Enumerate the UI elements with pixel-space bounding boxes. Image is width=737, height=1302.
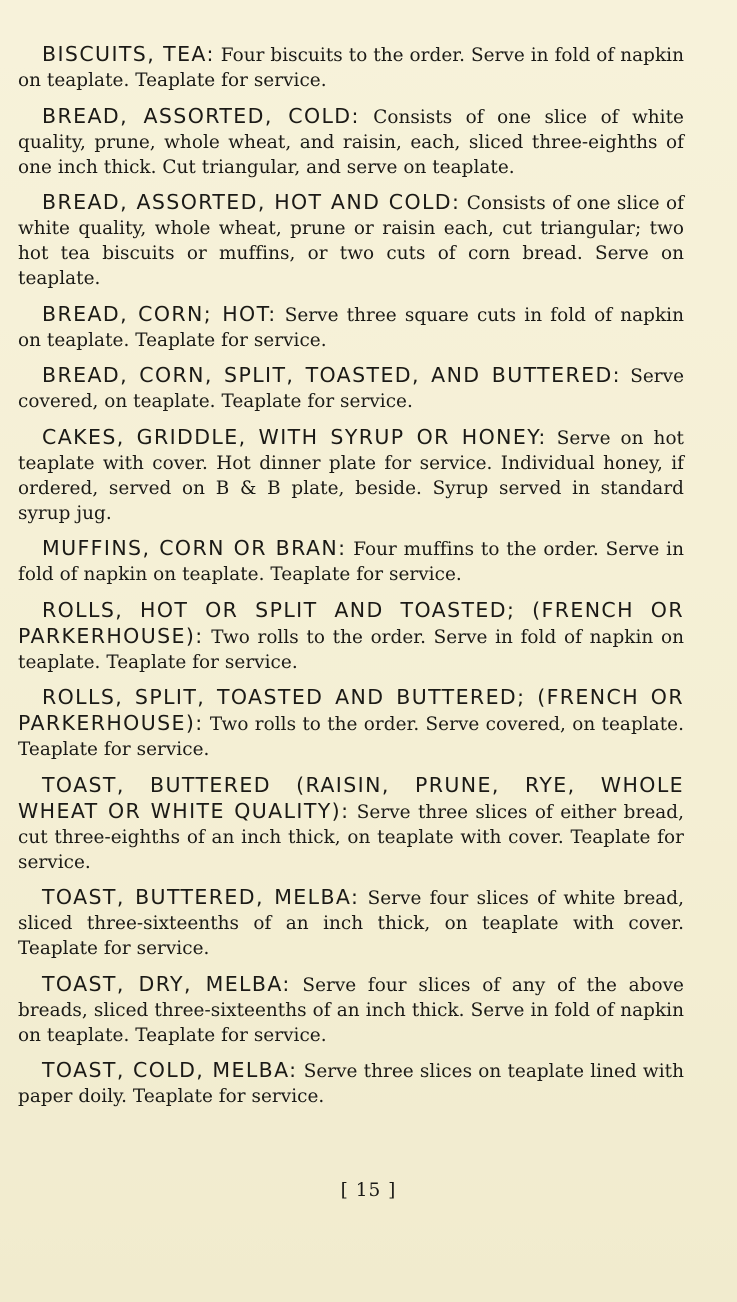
entry-heading: MUFFINS, CORN OR BRAN: [42,536,347,560]
entry-text: Serve three slices on teaplate lined with paper doily. Teaplate for service. [18,1061,684,1107]
entry-rolls-hot-or-split [18,598,684,675]
entry-toast-buttered [18,773,684,875]
entry-cakes-griddle [18,425,684,526]
entry-heading: CAKES, GRIDDLE, WITH SYRUP OR HONEY: [42,424,547,449]
entry-toast-cold-melba [18,1058,684,1109]
entry-heading: BREAD, ASSORTED, COLD: [42,103,360,128]
entry-biscuits-tea [18,42,684,93]
entry-bread-assorted-cold [18,104,684,180]
entry-heading: BREAD, ASSORTED, HOT AND COLD: [42,190,461,214]
entry-heading: TOAST, DRY, MELBA: [42,971,291,996]
entry-text: Two rolls to the order. Serve covered, on teaplate. Teaplate for service. [18,714,684,760]
entry-text: Consists of one slice of white quality, whole wheat, prune or raisin each, cut triangular; two hot tea biscuits or muffins, or two cuts of corn bread. Serve on teaplate. [18,193,684,289]
entry-text: Serve four slices of white bread, sliced three-sixteenths of an inch thick, on teaplate with cover. Teaplate for service. [18,888,684,959]
entry-heading: ROLLS, HOT OR SPLIT AND TOASTED; (FRENCH OR PARKERHOUSE): [18,597,684,648]
entry-text: Consists of one slice of white quality, prune, whole wheat, and raisin, each, sliced three-eighths of one inch thick. Cut triangular, and serve on teaplate. [18,106,684,178]
entry-muffins-corn-or-bran [18,536,684,587]
entry-text: Serve three square cuts in fold of napkin on teaplate. Teaplate for service. [18,304,684,351]
entry-toast-buttered-melba [18,885,684,961]
entry-heading: BREAD, CORN; HOT: [42,301,277,326]
entry-text: Serve covered, on teaplate. Teaplate for service. [18,366,684,412]
entry-text: Serve four slices of any of the above breads, sliced three-sixteenths of an inch thick. Serve in fold of napkin on teaplate. Teaplate for service. [18,974,684,1046]
entry-heading: BREAD, CORN, SPLIT, TOASTED, AND BUTTERED: [42,363,621,387]
entry-heading: TOAST, BUTTERED, MELBA: [42,885,360,909]
entry-heading: TOAST, COLD, MELBA: [42,1058,298,1082]
entry-heading: ROLLS, SPLIT, TOASTED AND BUTTERED; (FRENCH OR PARKERHOUSE): [18,685,684,735]
entry-rolls-split-toasted-buttered [18,685,684,762]
entry-bread-assorted-hot-and-cold [18,190,684,291]
entry-text: Serve on hot teaplate with cover. Hot dinner plate for service. Individual honey, if ordered, served on B & B plate, beside. Syrup served in standard syrup jug. [18,427,685,524]
menu-instructions [18,42,684,1120]
entry-bread-corn-split-toasted-buttered [18,363,684,414]
entry-bread-corn-hot [18,302,684,353]
entry-heading: TOAST, BUTTERED (RAISIN, PRUNE, RYE, WHOLE WHEAT OR WHITE QUALITY): [18,772,684,823]
entry-text: Four muffins to the order. Serve in fold of napkin on teaplate. Teaplate for service. [18,539,684,585]
entry-toast-dry-melba [18,972,684,1048]
entry-text: Serve three slices of either bread, cut three-eighths of an inch thick, on teaplate with cover. Teaplate for service. [18,801,684,873]
entry-heading: BISCUITS, TEA: [42,42,215,66]
page-number: [ 15 ] [340,1180,397,1201]
entry-text: Two rolls to the order. Serve in fold of napkin on teaplate. Teaplate for service. [18,626,684,673]
entry-text: Four biscuits to the order. Serve in fold of napkin on teaplate. Teaplate for service. [18,45,684,91]
